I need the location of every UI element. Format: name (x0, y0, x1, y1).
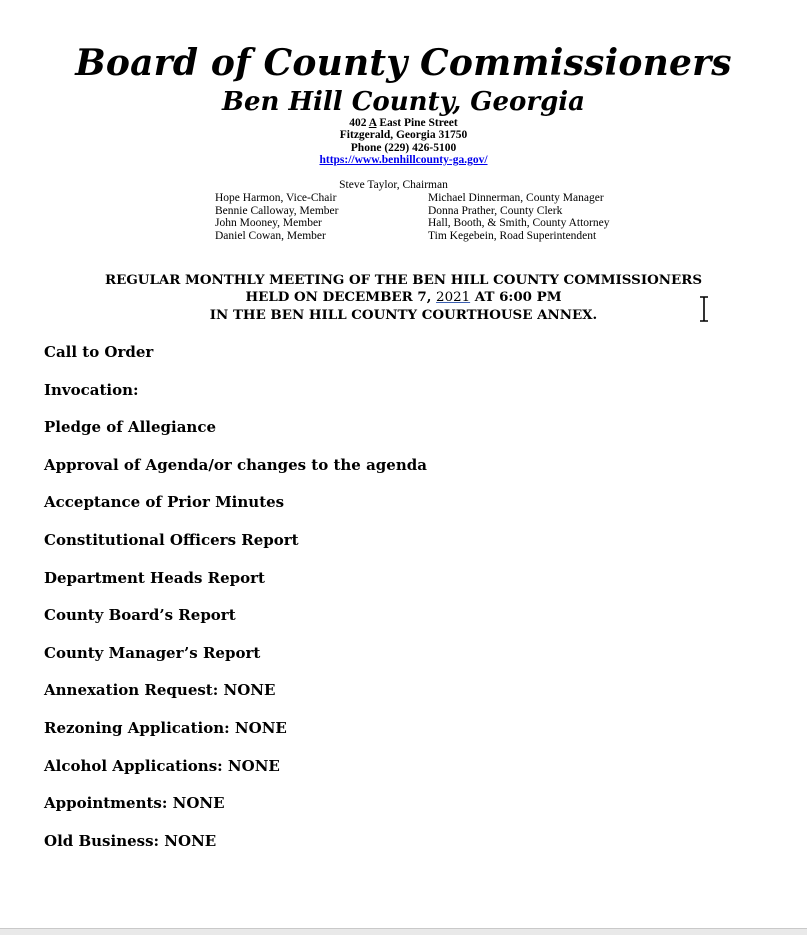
text-cursor-icon (697, 295, 711, 323)
staff-official: Michael Dinnerman, County Manager (428, 192, 604, 204)
agenda-item: County Board’s Report (44, 606, 236, 625)
address-street: 402 A East Pine Street (349, 117, 458, 129)
agenda-item: Invocation: (44, 380, 139, 399)
commissioners-list (215, 192, 339, 243)
meeting-year: 2021 (436, 290, 471, 305)
meeting-heading-line3: IN THE BEN HILL COUNTY COURTHOUSE ANNEX. (209, 307, 598, 323)
agenda-item: Call to Order (44, 343, 154, 361)
staff-member: Bennie Calloway, Member (215, 204, 339, 217)
agenda-item: Alcohol Applications: NONE (44, 756, 280, 775)
chairman-line: Steve Taylor, Chairman (339, 179, 448, 191)
agenda-item: Rezoning Application: NONE (44, 718, 287, 737)
document-subtitle: Ben Hill County, Georgia (222, 87, 585, 117)
agenda-item: Annexation Request: NONE (44, 681, 276, 700)
meeting-heading-line2: HELD ON DECEMBER 7, 2021 AT 6:00 PM (245, 289, 562, 305)
address-city: Fitzgerald, Georgia 31750 (339, 129, 468, 141)
staff-member: Hope Harmon, Vice-Chair (215, 192, 337, 204)
staff-official: Tim Kegebein, Road Superintendent (428, 230, 597, 243)
staff-member: Daniel Cowan, Member (215, 230, 326, 243)
agenda-item: Pledge of Allegiance (44, 418, 217, 437)
agenda-item: Acceptance of Prior Minutes (44, 493, 285, 512)
agenda-item: Constitutional Officers Report (44, 530, 299, 549)
website-line (0, 154, 807, 167)
phone-number: Phone (229) 426-5100 (350, 142, 457, 154)
staff-official: Hall, Booth, & Smith, County Attorney (428, 217, 610, 230)
meeting-heading-line1: REGULAR MONTHLY MEETING OF THE BEN HILL COUNTY COMMISSIONERS (105, 272, 702, 288)
website-link[interactable]: https://www.benhillcounty-ga.gov/ (319, 154, 488, 166)
agenda-item: County Manager’s Report (44, 643, 261, 662)
agenda-item: Department Heads Report (44, 568, 265, 587)
staff-member: John Mooney, Member (215, 217, 322, 230)
officials-list (428, 192, 609, 243)
agenda-list (44, 342, 427, 868)
document-title: Board of County Commissioners (75, 42, 732, 84)
agenda-item: Old Business: NONE (44, 831, 217, 850)
staff-official: Donna Prather, County Clerk (428, 204, 563, 217)
agenda-item: Appointments: NONE (44, 794, 225, 813)
agenda-item: Approval of Agenda/or changes to the agenda (44, 455, 427, 474)
